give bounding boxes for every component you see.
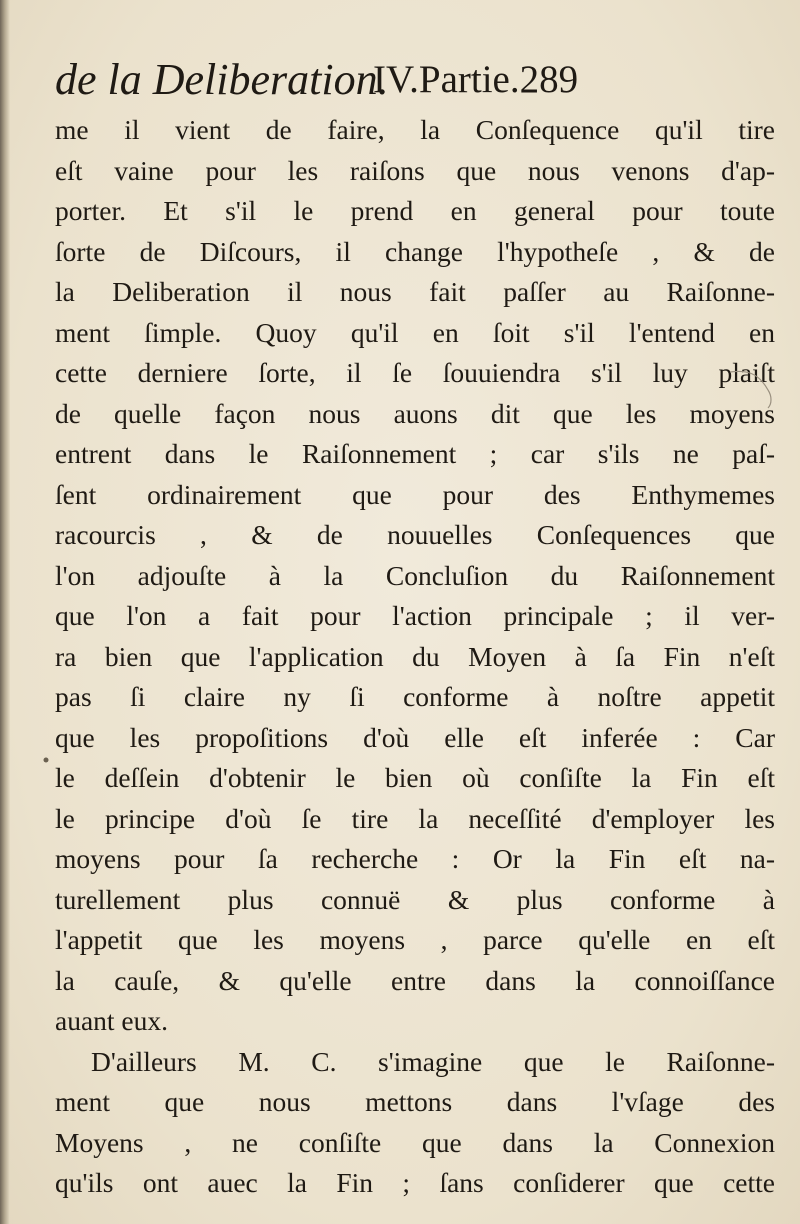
text-line: que les propoſitions d'où elle eſt inferée : Car xyxy=(55,721,775,753)
text-line: me il vient de faire, la Conſequence qu'il tire xyxy=(55,114,775,145)
text-line: ment ſimple. Quoy qu'il en ſoit s'il l'entend en xyxy=(55,316,775,348)
text-line: que l'on a fait pour l'action principale ; il ver- xyxy=(55,600,775,631)
page-binding-edge xyxy=(0,0,10,1224)
margin-ink-dot xyxy=(40,750,52,790)
margin-pencil-mark xyxy=(728,360,778,410)
header-title: de la Deliberation. xyxy=(55,55,389,104)
body-text xyxy=(55,110,775,1204)
text-line: la Deliberation il nous fait paſſer au Raiſonne- xyxy=(55,276,775,307)
text-line: ſent ordinairement que pour des Enthymemes xyxy=(55,478,775,510)
text-line: Moyens , ne conſiſte que dans la Connexion xyxy=(55,1126,775,1158)
text-line: pas ſi claire ny ſi conforme à noſtre appetit xyxy=(55,681,775,712)
text-line: l'on adjouſte à la Concluſion du Raiſonnement xyxy=(55,559,775,591)
paragraph-end-line: auant eux. xyxy=(55,1005,169,1036)
text-line: ment que nous mettons dans l'vſage des xyxy=(55,1086,775,1117)
text-line: porter. Et s'il le prend en general pour toute xyxy=(55,195,775,226)
running-header xyxy=(55,50,775,110)
text-line: ſorte de Diſcours, il change l'hypotheſe , & de xyxy=(55,235,775,267)
text-line: qu'ils ont auec la Fin ; ſans conſiderer que cette xyxy=(55,1167,775,1198)
header-part-page-number: IV.Partie.289 xyxy=(373,58,579,101)
text-line: cette derniere ſorte, il ſe ſouuiendra s'il luy plaiſt xyxy=(55,357,775,388)
text-line: ra bien que l'application du Moyen à ſa Fin n'eſt xyxy=(55,640,775,672)
text-line: moyens pour ſa recherche : Or la Fin eſt na- xyxy=(55,843,775,874)
text-line: turellement plus connuë & plus conforme à xyxy=(55,883,775,915)
paragraph-start-line: D'ailleurs M. C. s'imagine que le Raiſonne- xyxy=(91,1045,775,1077)
text-line: le deſſein d'obtenir le bien où conſiſte la Fin eſt xyxy=(55,762,775,793)
text-line: racourcis , & de nouuelles Conſequences que xyxy=(55,519,775,550)
text-line: le principe d'où ſe tire la neceſſité d'employer les xyxy=(55,802,775,834)
text-line: de quelle façon nous auons dit que les moyens xyxy=(55,397,775,429)
text-line: entrent dans le Raiſonnement ; car s'ils ne paſ- xyxy=(55,438,775,469)
text-line: l'appetit que les moyens , parce qu'elle en eſt xyxy=(55,924,775,955)
text-line: la cauſe, & qu'elle entre dans la connoiſſance xyxy=(55,964,775,996)
text-line: eſt vaine pour les raiſons que nous venons d'ap- xyxy=(55,154,775,186)
